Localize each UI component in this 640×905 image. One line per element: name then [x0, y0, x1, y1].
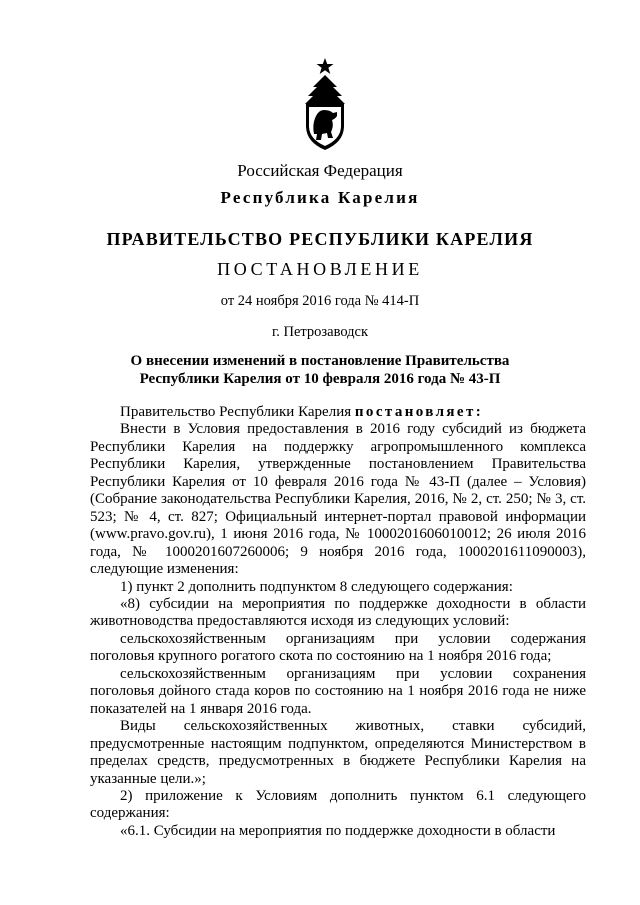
document-subject [0, 352, 640, 388]
body-paragraph: сельскохозяйственным организациям при условии сохранения поголовья дойного стада коров по состоянию на 1 ноября 2016 года не ниже показателей на 1 января 2016 года. [90, 665, 586, 717]
body-paragraph: Внести в Условия предоставления в 2016 году субсидий из бюджета Республики Карелия на поддержку агропромышленного комплекса Республики Карелия, утвержденные постановлением Правительства Республики Карелия от 10 февраля 2016 года № 43-П (далее – Условия) (Собрание законодательства Республики Карелия, 2016, № 2, ст. 250; № 3, ст. 523; № 4, ст. 827; Официальный интернет-портал правовой информации (www.pravo.gov.ru), 1 июня 2016 года, № 1000201606010012; 26 июля 2016 года, № 1000201607260006; 9 ноября 2016 года, 1000201611090003), следующие изменения: [90, 421, 586, 578]
republic-name: Республика Карелия [220, 188, 420, 207]
intro-text: Правительство Республики Карелия [120, 404, 355, 420]
body-paragraph: Виды сельскохозяйственных животных, ставки субсидий, предусмотренные настоящим подпунктом, определяются Министерством в пределах средств, предусмотренных в бюджете Республики Карелия на указанные цели.»; [90, 718, 586, 787]
intro-verb: постановляет: [354, 404, 484, 420]
body-paragraph: 2) приложение к Условиям дополнить пунктом 6.1 следующего содержания: [90, 787, 586, 822]
country-name: Российская Федерация [237, 161, 403, 180]
body-paragraph: «6.1. Субсидии на мероприятия по поддержке доходности в области [120, 822, 556, 839]
document-date: от 24 ноября 2016 года № 414-П [220, 293, 420, 309]
government-title: ПРАВИТЕЛЬСТВО РЕСПУБЛИКИ КАРЕЛИЯ [106, 229, 534, 249]
document-body [90, 404, 586, 840]
subject-line-1: О внесении изменений в постановление Правительства [130, 353, 510, 369]
body-paragraph: 1) пункт 2 дополнить подпунктом 8 следующего содержания: [120, 578, 513, 595]
karelia-coat-of-arms-icon [300, 56, 350, 152]
intro-paragraph [90, 404, 586, 421]
subject-line-2: Республики Карелия от 10 февраля 2016 года № 43-П [139, 371, 501, 387]
body-paragraph: «8) субсидии на мероприятия по поддержке доходности в области животноводства предоставляются исходя из следующих условий: [90, 595, 586, 630]
body-paragraph: сельскохозяйственным организациям при условии содержания поголовья крупного рогатого скота по состоянию на 1 ноября 2016 года; [90, 630, 586, 665]
document-city: г. Петрозаводск [271, 324, 369, 340]
document-type: ПОСТАНОВЛЕНИЕ [217, 259, 423, 279]
